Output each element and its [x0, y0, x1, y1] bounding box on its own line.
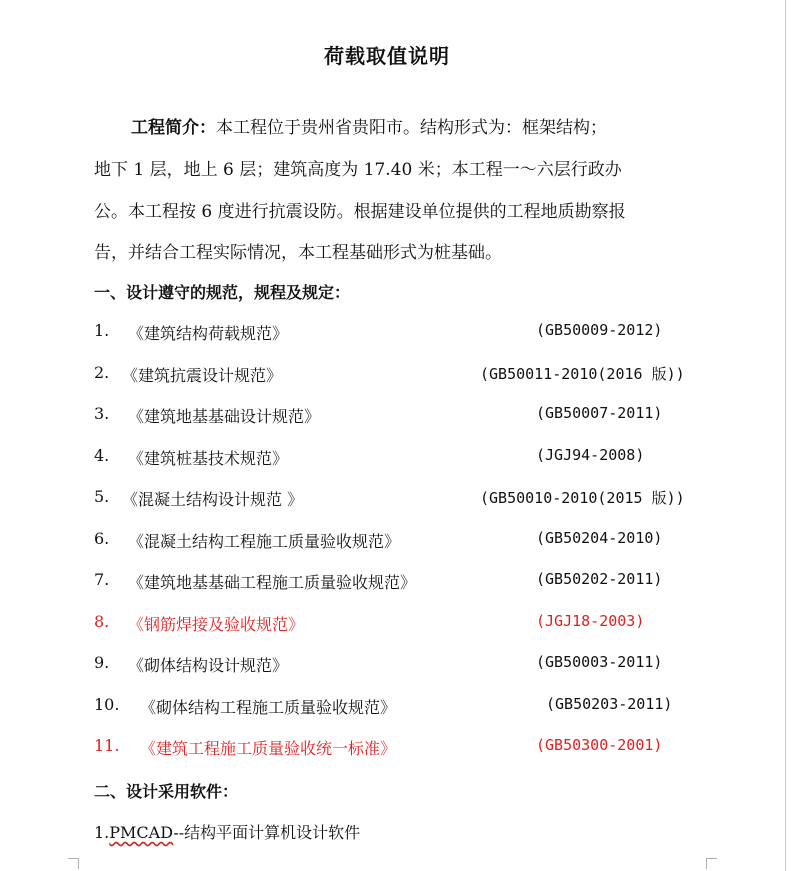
software-description: --结构平面计算机设计软件: [173, 823, 361, 842]
standard-code: (GB50003-2011): [536, 653, 663, 671]
page-edge-rule: [785, 0, 786, 871]
standard-code: (JGJ94-2008): [536, 446, 645, 464]
standard-item: [94, 570, 774, 594]
standard-code: (GB50009-2012): [536, 321, 663, 339]
standard-number: 3.: [94, 404, 110, 423]
standard-number: 4.: [94, 446, 110, 465]
standard-item: [94, 321, 774, 345]
standard-number: 8.: [94, 612, 110, 631]
standard-item: [94, 446, 774, 470]
software-item-number: 1.: [94, 823, 110, 842]
standard-code: (GB50203-2011): [546, 695, 673, 713]
standard-number: 10.: [94, 695, 120, 714]
intro-label: 工程简介：: [131, 118, 216, 138]
software-name: PMCAD: [109, 823, 174, 842]
standard-name: 《建筑地基基础设计规范》: [128, 407, 321, 426]
standard-number: 11.: [94, 736, 120, 755]
standard-code: (GB50011-2010(2016 版)): [480, 365, 685, 383]
intro-paragraph-line-3: 公。本工程按 6 度进行抗震设防。根据建设单位提供的工程地质勘察报: [94, 202, 626, 222]
standard-number: 5.: [94, 487, 110, 506]
intro-paragraph-line-1: [131, 113, 607, 138]
standard-name: 《建筑工程施工质量验收统一标准》: [140, 739, 397, 758]
standard-code: (GB50204-2010): [536, 529, 663, 547]
standard-name: 《砌体结构设计规范》: [128, 656, 289, 675]
section-2-heading: 二、设计采用软件：: [94, 782, 239, 801]
standard-item: [94, 363, 774, 387]
page-corner-mark-left: [68, 858, 79, 869]
standard-number: 2.: [94, 363, 110, 382]
intro-paragraph-line-2: 地下 1 层，地上 6 层；建筑高度为 17.40 米；本工程一～六层行政办: [94, 160, 622, 180]
standard-name: 《混凝土结构设计规范 》: [122, 490, 304, 509]
standard-name: 《建筑地基基础工程施工质量验收规范》: [128, 573, 417, 592]
standard-code: (JGJ18-2003): [536, 612, 645, 630]
standard-item: [94, 612, 774, 636]
intro-paragraph-line-4: 告，并结合工程实际情况，本工程基础形式为桩基础。: [94, 243, 502, 263]
standard-name: 《建筑结构荷载规范》: [128, 324, 289, 343]
standard-item: [94, 695, 774, 719]
standard-code: (GB50202-2011): [536, 570, 663, 588]
standard-code: (GB50300-2001): [536, 736, 663, 754]
section-1-heading: 一、设计遵守的规范，规程及规定：: [94, 283, 351, 302]
standard-item: [94, 404, 774, 428]
standard-number: 9.: [94, 653, 110, 672]
standard-name: 《钢筋焊接及验收规范》: [128, 615, 305, 634]
intro-text-1: 本工程位于贵州省贵阳市。结构形式为：框架结构；: [216, 118, 607, 138]
document-title: 荷载取值说明: [324, 44, 450, 68]
software-item: [94, 820, 360, 843]
standard-item: [94, 736, 774, 760]
standard-item: [94, 653, 774, 677]
standard-name: 《建筑抗震设计规范》: [122, 366, 283, 385]
page-corner-mark-right: [706, 858, 717, 869]
standard-number: 1.: [94, 321, 110, 340]
standard-name: 《建筑桩基技术规范》: [128, 449, 289, 468]
standard-code: (GB50010-2010(2015 版)): [480, 489, 685, 507]
standard-item: [94, 529, 774, 553]
standard-item: [94, 487, 774, 511]
standard-number: 7.: [94, 570, 110, 589]
standard-number: 6.: [94, 529, 110, 548]
standard-name: 《混凝土结构工程施工质量验收规范》: [128, 532, 401, 551]
standard-name: 《砌体结构工程施工质量验收规范》: [140, 698, 397, 717]
standard-code: (GB50007-2011): [536, 404, 663, 422]
